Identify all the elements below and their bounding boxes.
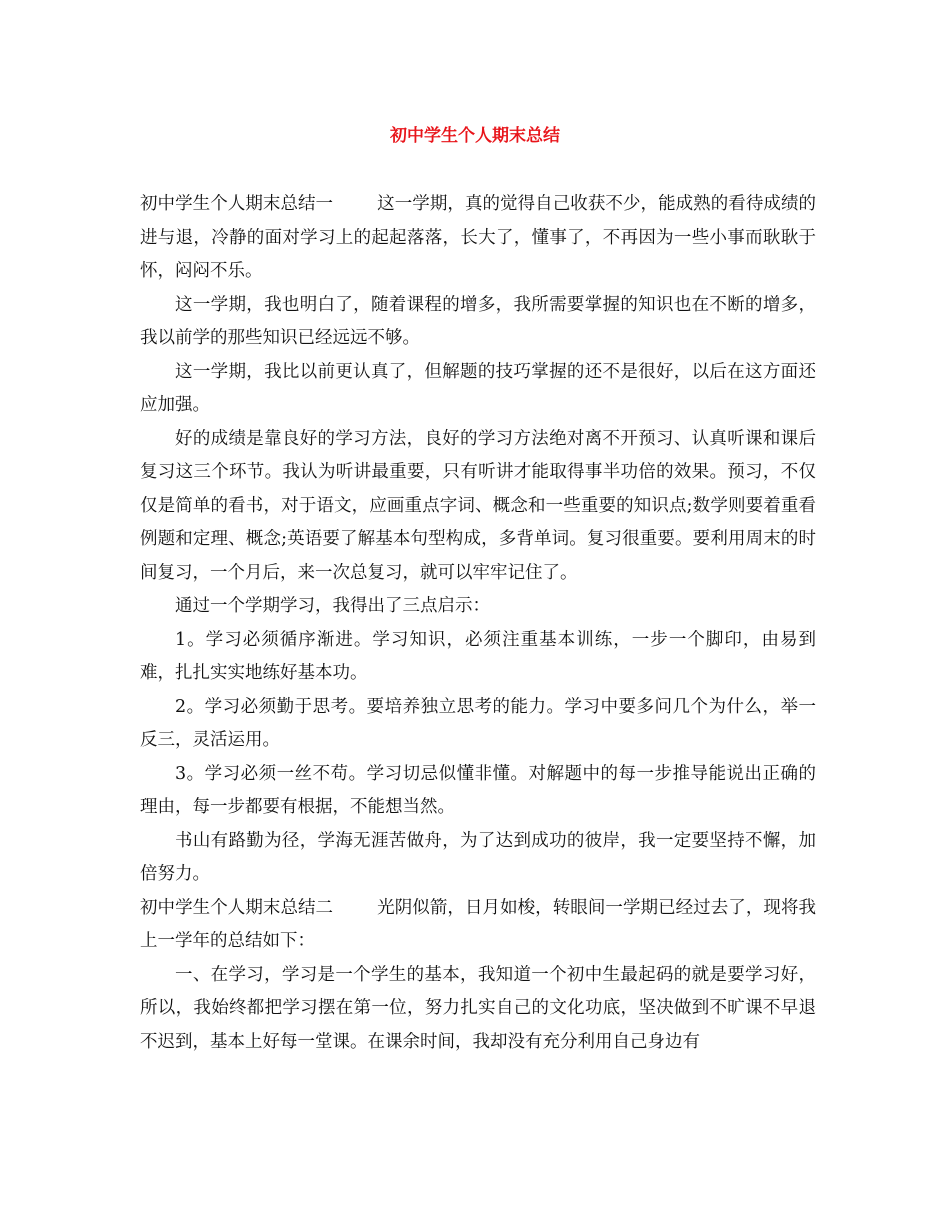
section2-intro-paragraph [140, 892, 816, 959]
paragraph: 通过一个学期学习，我得出了三点启示： [175, 596, 490, 616]
paragraph: 一、在学习，学习是一个学生的基本，我知道一个初中生最起码的就是要学习好，所以，我始终都把学习摆在第一位，努力扎实自己的文化功底，坚决做到不旷课不早退不迟到，基本上好每一堂课。在课余时间，我却没有充分利用自己身边有 [140, 964, 816, 1052]
document-title: 初中学生个人期末总结 [390, 126, 560, 146]
paragraph: 这一学期，我比以前更认真了，但解题的技巧掌握的还不是很好，以后在这方面还应加强。 [140, 361, 816, 415]
list-item: 1。学习必须循序渐进。学习知识，必须注重基本训练，一步一个脚印，由易到难，扎扎实实地练好基本功。 [140, 629, 816, 683]
section1-heading: 初中学生个人期末总结一 [140, 194, 334, 214]
paragraph: 书山有路勤为径，学海无涯苦做舟，为了达到成功的彼岸，我一定要坚持不懈，加倍努力。 [140, 830, 816, 884]
document-body [140, 188, 816, 1059]
section2-heading: 初中学生个人期末总结二 [140, 897, 334, 918]
section1-lead: 这一学期，真的觉得自己收获不少，能成熟的看待成绩的进与退，冷静的面对学习上的起起落落，长大了，懂事了，不再因为一些小事而耿耿于怀，闷闷不乐。 [140, 194, 817, 281]
paragraph: 这一学期，我也明白了，随着课程的增多，我所需要掌握的知识也在不断的增多，我以前学的那些知识已经远远不够。 [140, 294, 816, 348]
section2-lead: 光阴似箭，日月如梭，转眼间一学期已经过去了，现将我上一学年的总结如下： [140, 897, 817, 951]
list-item: 3。学习必须一丝不苟。学习切忌似懂非懂。对解题中的每一步推导能说出正确的理由，每一步都要有根据，不能想当然。 [140, 763, 816, 817]
section1-intro-paragraph [140, 188, 816, 289]
list-item: 2。学习必须勤于思考。要培养独立思考的能力。学习中要多问几个为什么，举一反三，灵活运用。 [140, 696, 816, 750]
paragraph: 好的成绩是靠良好的学习方法，良好的学习方法绝对离不开预习、认真听课和课后复习这三个环节。我认为听讲最重要，只有听讲才能取得事半功倍的效果。预习，不仅仅是简单的看书，对于语文，应画重点字词、概念和一些重要的知识点;数学则要着重看例题和定理、概念;英语要了解基本句型构成，多背单词。复习很重要。要利用周末的时间复习，一个月后，来一次总复习，就可以牢牢记住了。 [140, 428, 816, 583]
